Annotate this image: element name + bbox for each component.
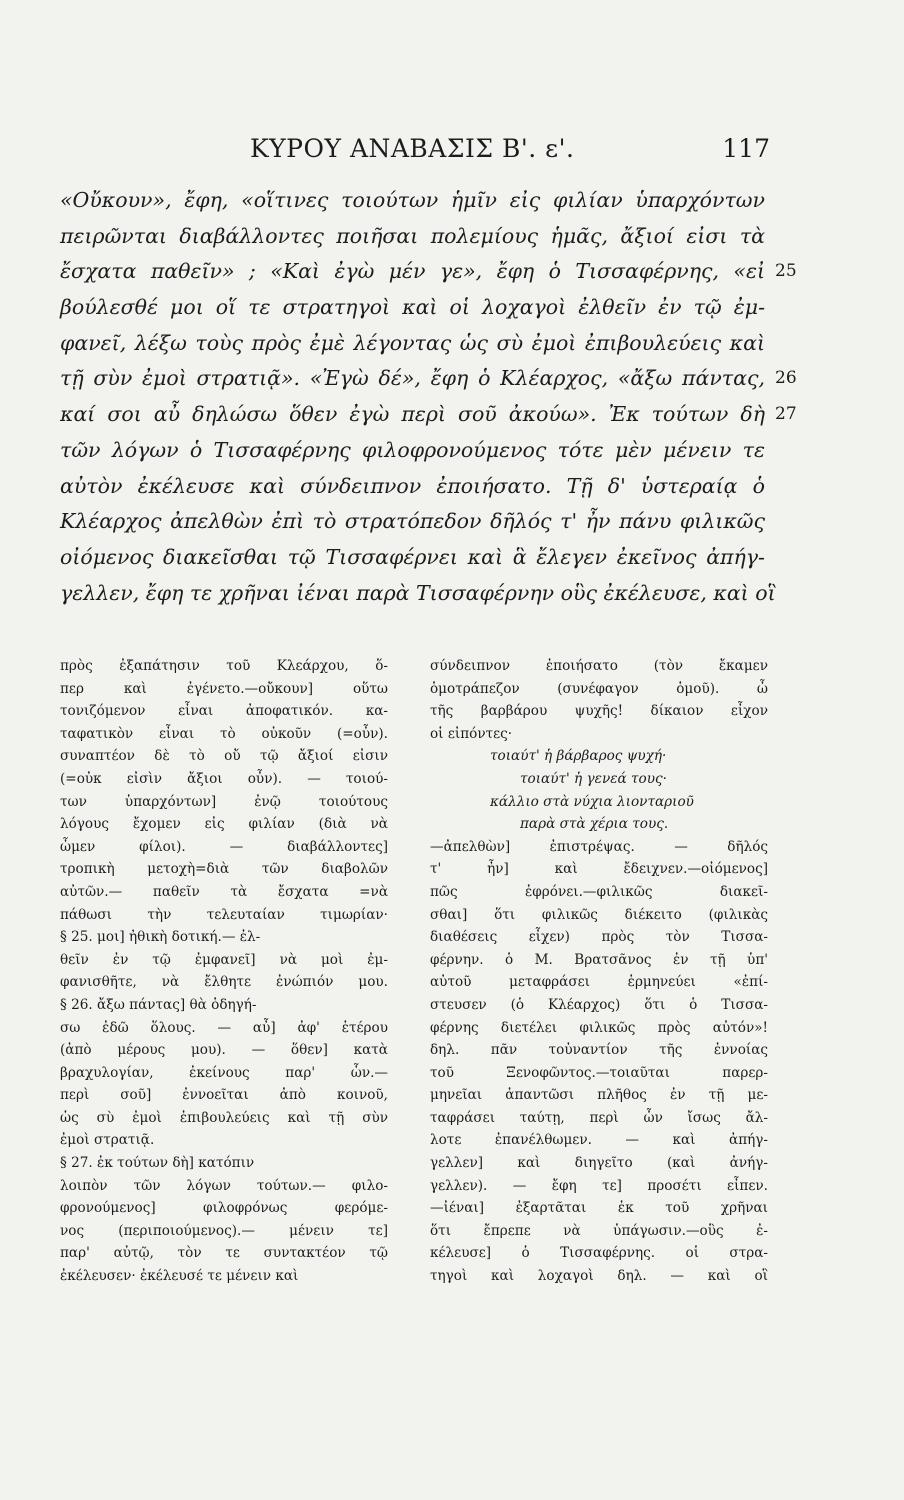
- note-line: [430, 700, 768, 723]
- text-line-content: τῶν λόγων ὁ Τισσαφέρνης φιλοφρονούμενος τότε μὲν μένειν τε: [60, 437, 765, 462]
- note-line: [60, 1084, 388, 1107]
- text-line-content: «Οὔκουν», ἔφη, «οἵτινες τοιούτων ἡμῖν εἰς φιλίαν ὑπαρχόντων: [60, 188, 765, 212]
- note-line: [430, 745, 768, 768]
- note-line-content: γελλεν] καὶ διηγεῖτο (καὶ ἀνήγ-: [430, 1155, 768, 1172]
- note-line: [430, 678, 768, 701]
- note-line-content: § 27. ἐκ τούτων δὴ] κατόπιν: [60, 1155, 255, 1172]
- section-number: 27: [775, 404, 797, 425]
- note-line-content: τροπικὴ μετοχὴ=διὰ τῶν διαβολῶν: [60, 861, 388, 878]
- note-line: [430, 1265, 768, 1288]
- note-line-content: μηνεῖαι ἀπαντῶσι πλῆθος ἐν τῇ με-: [430, 1087, 768, 1104]
- note-line: [60, 926, 388, 949]
- text-line-content: ἔσχατα παθεῖν» ; «Καὶ ἐγὼ μέν γε», ἔφη ὁ Τισσαφέρνης, «εἰ: [60, 259, 765, 284]
- note-line: [60, 768, 388, 791]
- note-line-content: τ' ἦν] καὶ ἔδειχνεν.—οἰόμενος]: [430, 861, 768, 878]
- note-line-content: σύνδειπνον ἐποιήσατο (τὸν ἔκαμεν: [430, 658, 768, 674]
- note-line-content: φρονούμενος] φιλοφρόνως φερόμε-: [60, 1200, 388, 1217]
- text-line: [60, 326, 765, 362]
- note-line: [430, 1062, 768, 1085]
- note-line-content: λοιπὸν τῶν λόγων τούτων.— φιλο-: [60, 1177, 388, 1194]
- note-line-content: λοτε ἐπανέλθωμεν. — καὶ ἀπήγ-: [430, 1132, 768, 1149]
- note-line: [430, 1039, 768, 1062]
- note-line-content: ἐκέλευσεν· ἐκέλευσέ τε μένειν καὶ: [60, 1268, 299, 1285]
- note-line: [60, 678, 388, 701]
- note-line-content: κάλλιο στὰ νύχια λιονταριοῦ: [490, 793, 694, 810]
- note-line: [60, 813, 388, 836]
- commentary-right-column: [430, 655, 768, 1288]
- text-line-content: οἰόμενος διακεῖσθαι τῷ Τισσαφέρνει καὶ ἃ ἔλεγεν ἐκεῖνος ἀπήγ-: [60, 544, 765, 569]
- note-line-content: των ὑπαρχόντων] ἐνῷ τοιούτους: [60, 793, 388, 810]
- note-line: [60, 1039, 388, 1062]
- note-line-content: σθαι] ὅτι φιλικῶς διέκειτο (φιλικὰς: [430, 906, 768, 923]
- note-line: [60, 1017, 388, 1040]
- note-line-content: γελλεν). — ἔφη τε] προσέτι εἶπεν.: [430, 1177, 768, 1194]
- note-line: [430, 723, 768, 746]
- note-line: [430, 881, 768, 904]
- commentary-left-column: [60, 655, 388, 1288]
- note-line: [60, 723, 388, 746]
- note-line: [60, 904, 388, 927]
- note-line-content: § 26. ἄξω πάντας] θὰ ὁδηγή-: [60, 996, 257, 1013]
- note-line-content: πάθωσι τὴν τελευταίαν τιμωρίαν·: [60, 906, 388, 923]
- note-line: [430, 1242, 768, 1265]
- note-line: [60, 881, 388, 904]
- note-line: [430, 858, 768, 881]
- note-line-content: κέλευσε] ὁ Τισσαφέρνης. οἱ στρα-: [430, 1245, 768, 1262]
- note-line-content: διαθέσεις εἶχεν) πρὸς τὸν Τισσα-: [430, 929, 768, 946]
- note-line-content: φέρνην. ὁ Μ. Βρατσᾶνος ἐν τῇ ὑπ': [430, 951, 768, 968]
- note-line-content: λόγους ἔχομεν εἰς φιλίαν (διὰ νὰ: [60, 816, 388, 833]
- note-line: [430, 904, 768, 927]
- note-line-content: τοῦ Ξενοφῶντος.—τοιαῦται παρερ-: [430, 1064, 768, 1081]
- note-line-content: ὁμοτράπεζον (συνέφαγον ὁμοῦ). ὦ: [430, 680, 768, 697]
- note-line: [430, 1084, 768, 1107]
- note-line-content: οἱ εἰπόντες·: [430, 725, 513, 742]
- note-line: [60, 1107, 388, 1130]
- note-line: [60, 1220, 388, 1243]
- note-line-content: ὡς σὺ ἐμοὶ ἐπιβουλεύεις καὶ τῇ σὺν: [60, 1109, 388, 1126]
- note-line: [430, 971, 768, 994]
- text-line: [60, 469, 765, 505]
- note-line: [60, 1129, 388, 1152]
- note-line: [430, 949, 768, 972]
- text-line: [60, 254, 797, 290]
- note-line-content: ταφατικὸν εἶναι τὸ οὐκοῦν (=οὖν).: [60, 725, 388, 742]
- text-line-content: Κλέαρχος ἀπελθὼν ἐπὶ τὸ στρατόπεδον δῆλός τ' ἦν πάνυ φιλικῶς: [60, 509, 765, 534]
- section-number: 26: [775, 368, 797, 389]
- note-line-content: περὶ σοῦ] ἐννοεῖται ἀπὸ κοινοῦ,: [60, 1087, 388, 1104]
- note-line-content: τῆς βαρβάρου ψυχῆς! δίκαιον εἶχον: [430, 703, 768, 720]
- note-line-content: τονιζόμενον εἶναι ἀποφατικόν. κα-: [60, 703, 388, 720]
- text-line-content: πειρῶνται διαβάλλοντες ποιῆσαι πολεμίους ἡμᾶς, ἄξιοί εἰσι τὰ: [60, 223, 765, 248]
- text-line: [60, 397, 797, 433]
- note-line: [430, 926, 768, 949]
- note-line-content: ὅτι ἔπρεπε νὰ ὑπάγωσιν.—οὓς ἐ-: [430, 1222, 768, 1239]
- note-line: [60, 1242, 388, 1265]
- note-line-content: σω ἐδῶ ὅλους. — αὖ] ἀφ' ἑτέρου: [60, 1019, 388, 1036]
- note-line: [430, 994, 768, 1017]
- text-line: [60, 504, 765, 540]
- note-line-content: ἐμοὶ στρατιᾷ.: [60, 1132, 155, 1149]
- running-title: ΚΥΡΟΥ ΑΝΑΒΑΣΙΣ Β'. ε'.: [250, 134, 575, 163]
- text-line-content: φανεῖ, λέξω τοὺς πρὸς ἐμὲ λέγοντας ὡς σὺ ἐμοὶ ἐπιβουλεύεις καὶ: [60, 330, 765, 355]
- note-line-content: τηγοὶ καὶ λοχαγοὶ δηλ. — καὶ οἳ: [430, 1268, 768, 1285]
- note-line-content: ὦμεν φίλοι). — διαβάλλοντες]: [60, 838, 388, 855]
- note-line-content: συναπτέον δὲ τὸ οὔ τῷ ἄξιοί εἰσιν: [60, 748, 388, 765]
- note-line-content: περ καὶ ἐγένετο.—οὔκουν] οὕτω: [60, 680, 388, 697]
- text-line-content: αὐτὸν ἐκέλευσε καὶ σύνδειπνον ἐποιήσατο. Τῇ δ' ὑστεραίᾳ ὁ: [60, 473, 765, 498]
- note-line: [60, 1197, 388, 1220]
- text-line-content: τῇ σὺν ἐμοὶ στρατιᾷ». «Ἐγὼ δέ», ἔφη ὁ Κλέαρχος, «ἄξω πάντας,: [60, 366, 765, 391]
- page-number: 117: [722, 134, 770, 163]
- note-line: [430, 655, 768, 678]
- note-line-content: δηλ. πᾶν τοὐναντίον τῆς ἐννοίας: [430, 1042, 768, 1059]
- note-line: [430, 768, 768, 791]
- text-line: [60, 183, 765, 219]
- note-line: [430, 1197, 768, 1220]
- text-line-content: καί σοι αὖ δηλώσω ὅθεν ἐγὼ περὶ σοῦ ἀκούω». Ἐκ τούτων δὴ: [60, 402, 765, 427]
- page-header: [80, 128, 770, 168]
- note-line: [60, 700, 388, 723]
- note-line: [430, 1152, 768, 1175]
- note-line-content: ταφράσει ταύτῃ, περὶ ὧν ἴσως ἄλ-: [430, 1109, 768, 1126]
- note-line: [60, 1175, 388, 1198]
- note-line-content: θεῖν ἐν τῷ ἐμφανεῖ] νὰ μοὶ ἐμ-: [60, 951, 388, 968]
- note-line-content: στευσεν (ὁ Κλέαρχος) ὅτι ὁ Τισσα-: [430, 996, 768, 1013]
- main-text: [60, 183, 797, 611]
- note-line: [430, 791, 768, 814]
- note-line-content: φέρνης διετέλει φιλικῶς πρὸς αὐτόν»!: [430, 1019, 768, 1036]
- note-line: [430, 836, 768, 859]
- note-line-content: τοιαύτ' ἡ βάρβαρος ψυχή·: [490, 748, 667, 765]
- note-line-content: παρὰ στὰ χέρια τους.: [520, 816, 669, 833]
- note-line-content: αὐτοῦ μεταφράσει ἑρμηνεύει «ἐπί-: [430, 974, 768, 991]
- note-line-content: βραχυλογίαν, ἐκείνους παρ' ὧν.—: [60, 1064, 388, 1081]
- note-line-content: τοιαύτ' ἡ γενεά τους·: [520, 770, 667, 787]
- note-line: [60, 745, 388, 768]
- note-line-content: αὐτῶν.— παθεῖν τὰ ἔσχατα =νὰ: [60, 883, 388, 900]
- note-line-content: (ἀπὸ μέρους μου). — ὅθεν] κατὰ: [60, 1042, 388, 1059]
- text-line: [60, 219, 765, 255]
- text-line-content: γελλεν, ἔφη τε χρῆναι ἰέναι παρὰ Τισσαφέρνην οὓς ἐκέλευσε, καὶ οἳ: [60, 580, 776, 605]
- note-line: [430, 813, 768, 836]
- note-line: [60, 836, 388, 859]
- note-line: [60, 1265, 388, 1288]
- note-line: [60, 949, 388, 972]
- text-line: [60, 361, 797, 397]
- note-line: [430, 1017, 768, 1040]
- note-line-content: πῶς ἐφρόνει.—φιλικῶς διακεῖ-: [430, 883, 768, 900]
- note-line: [60, 858, 388, 881]
- note-line-content: § 25. μοι] ἠθικὴ δοτική.— ἐλ-: [60, 929, 261, 946]
- note-line: [60, 791, 388, 814]
- note-line-content: παρ' αὐτῷ, τὸν τε συντακτέον τῷ: [60, 1245, 388, 1262]
- note-line: [430, 1129, 768, 1152]
- note-line: [60, 994, 388, 1017]
- note-line: [60, 971, 388, 994]
- note-line-content: —ἀπελθὼν] ἐπιστρέψας. — δῆλός: [430, 838, 768, 855]
- note-line: [60, 1062, 388, 1085]
- text-line-content: βούλεσθέ μοι οἵ τε στρατηγοὶ καὶ οἱ λοχαγοὶ ἐλθεῖν ἐν τῷ ἐμ-: [60, 295, 765, 320]
- text-line: [60, 290, 765, 326]
- note-line: [430, 1175, 768, 1198]
- note-line: [430, 1220, 768, 1243]
- section-number: 25: [775, 261, 797, 282]
- text-line: [60, 433, 765, 469]
- note-line-content: νος (περιποιούμενος).— μένειν τε]: [60, 1222, 388, 1239]
- note-line-content: —ἰέναι] ἐξαρτᾶται ἐκ τοῦ χρῆναι: [430, 1200, 768, 1217]
- note-line: [430, 1107, 768, 1130]
- note-line: [60, 1152, 388, 1175]
- note-line: [60, 655, 388, 678]
- note-line-content: πρὸς ἐξαπάτησιν τοῦ Κλεάρχου, ὅ-: [60, 658, 388, 674]
- note-line-content: (=οὐκ εἰσὶν ἄξιοι οὖν). — τοιού-: [60, 770, 388, 787]
- text-line: [60, 540, 765, 576]
- note-line-content: φανισθῆτε, νὰ ἔλθητε ἐνώπιόν μου.: [60, 974, 388, 991]
- text-line: [60, 576, 776, 612]
